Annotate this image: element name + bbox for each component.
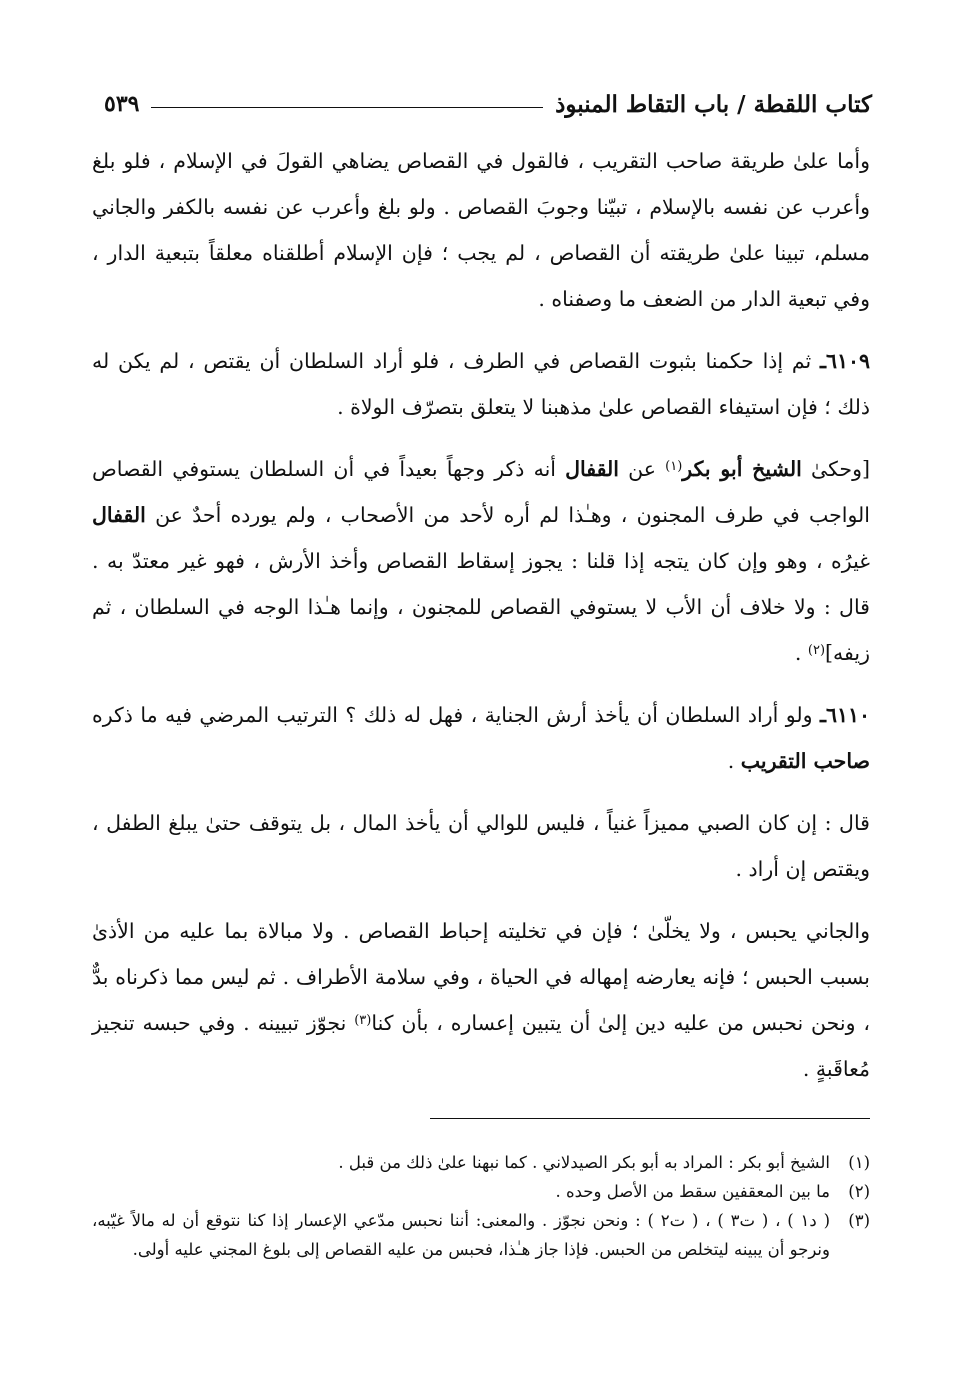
bracketed-text-2: عن bbox=[618, 457, 666, 481]
name-qaffal-1: القفال bbox=[565, 457, 619, 481]
footnote-number: (٢) bbox=[848, 1182, 870, 1201]
bracketed-text-3: أنه ذكر وجهاً بعيداً في أن السلطان يستوفي القصاص الواجب في طرف المجنون ، وهـٰذا لم أره لأحد من الأصحاب ، ولم يورده أحدٌ عن bbox=[92, 457, 870, 527]
footnotes bbox=[92, 1148, 870, 1264]
footnote-1 bbox=[92, 1148, 870, 1177]
footnote-number: (١) bbox=[848, 1153, 870, 1172]
name-abu-bakr: الشيخ أبو بكر bbox=[682, 457, 802, 481]
header-rule bbox=[151, 107, 543, 108]
footnote-text: ما بين المعقفين سقط من الأصل وحده . bbox=[555, 1182, 830, 1201]
paragraph-6109-text: ثم إذا حكمنا بثبوت القصاص في الطرف ، فلو أراد السلطان أن يقتص ، لم يكن له ذلك ؛ فإن استيفاء القصاص علىٰ مذهبنا لا يتعلق بتصرّف الولاة . bbox=[92, 349, 870, 419]
paragraph-6110-text-1: ولو أراد السلطان أن يأخذ أرش الجناية ، فهل له ذلك ؟ الترتيب المرضي فيه ما ذكره bbox=[92, 703, 820, 727]
footnote-ref-3: (٣) bbox=[354, 1013, 372, 1028]
footnote-text: الشيخ أبو بكر : المراد به أبو بكر الصيدلاني . كما نبهنا علىٰ ذلك من قبل . bbox=[338, 1153, 830, 1172]
bracketed-text-5: . bbox=[794, 641, 808, 665]
paragraph-jani-text-2: نجوّز تبيينه . وفي حبسه تنجيز مُعاقَبةٍ . bbox=[92, 1011, 870, 1081]
paragraph-jani-text-1: والجاني يحبس ، ولا يخلّىٰ ؛ فإن في تخليته إحباط القصاص . ولا مبالاة بما عليه من الأذىٰ بسبب الحبس ؛ فإنه يعارضه إمهاله في الحياة ، وفي سلامة الأطراف . ثم ليس مما ذكرناه بدٌّ ، ونحن نحبس من عليه دين إلىٰ أن يتبين إعساره ، بأن كنا bbox=[92, 919, 870, 1035]
page-number: ٥٣٩ bbox=[104, 91, 140, 117]
paragraph-6110-text-2: . bbox=[727, 749, 741, 773]
main-text bbox=[92, 138, 870, 1092]
footnote-ref-1: (١) bbox=[665, 459, 683, 474]
paragraph-6110 bbox=[92, 692, 870, 784]
paragraph-1-text: وأما علىٰ طريقة صاحب التقريب ، فالقول في القصاص يضاهي القولَ في الإسلام ، فلو بلغ وأعرب عن نفسه بالإسلام ، تبيّنا وجوبَ القصاص . ولو بلغ وأعرب عن نفسه بالكفر والجاني مسلم، تبينا علىٰ طريقته أن القصاص ، لم يجب ؛ فإن الإسلام أطلقناه معلقاً بتبعية الدار ، وفي تبعية الدار من الضعف ما وصفناه . bbox=[92, 149, 870, 311]
name-qaffal-2: القفال bbox=[92, 503, 146, 527]
paragraph-6109 bbox=[92, 338, 870, 430]
bracketed-text-4: غيرُه ، وهو وإن كان يتجه إذا قلنا : يجوز إسقاط القصاص وأخذ الأرش ، فهو غير معتدّ به . قال : ولا خلاف أن الأب لا يستوفي القصاص للمجنون ، وإنما هـٰذا الوجه في السلطان ، ثم زيفه] bbox=[92, 549, 870, 665]
footnote-text: ( د١ ) ، ( ت٣ ) ، ( ت٢ ) : ونحن نجوّز . والمعنى: أننا نحبس مدّعي الإعسار إذا كنا نتوقع أن له مالاً غيّبه، ونرجو أن يبينه ليتخلص من الحبس. فإذا جاز هـٰذا، فحبس من عليه القصاص إلى بلوغ المجني عليه أولى. bbox=[92, 1211, 831, 1259]
bracketed-text-1: [وحكىٰ bbox=[801, 457, 870, 481]
running-header bbox=[104, 84, 872, 124]
paragraph-bracketed bbox=[92, 446, 870, 676]
chapter-title: كتاب اللقطة / باب التقاط المنبوذ bbox=[555, 90, 872, 118]
footnote-ref-2: (٢) bbox=[807, 643, 826, 658]
footnote-3 bbox=[92, 1206, 870, 1264]
name-sahib-al-taqrib: صاحب التقريب bbox=[740, 749, 870, 773]
paragraph-jani bbox=[92, 908, 870, 1092]
paragraph-qala-text: قال : إن كان الصبي مميزاً غنياً ، فليس للوالي أن يأخذ المال ، بل يتوقف حتىٰ يبلغ الطفل ، ويقتص إن أراد . bbox=[92, 811, 870, 881]
section-number-6109: ٦١٠٩ـ bbox=[819, 349, 870, 373]
paragraph-1 bbox=[92, 138, 870, 322]
footnote-2 bbox=[92, 1177, 870, 1206]
section-number-6110: ٦١١٠ـ bbox=[819, 703, 870, 727]
footnote-number: (٣) bbox=[848, 1211, 870, 1230]
paragraph-qala bbox=[92, 800, 870, 892]
footnote-separator bbox=[430, 1118, 870, 1119]
